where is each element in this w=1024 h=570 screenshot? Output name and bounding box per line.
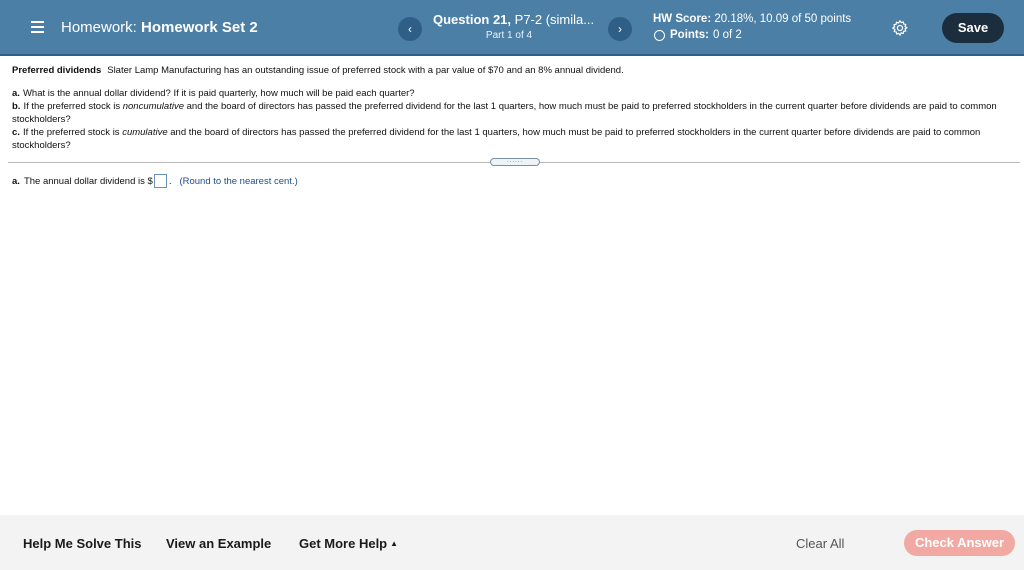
- top-bar: [0, 0, 1024, 56]
- get-more-help-button[interactable]: [299, 536, 398, 551]
- answer-prompt: The annual dollar dividend is $: [23, 175, 153, 187]
- annual-dividend-input[interactable]: [154, 174, 167, 188]
- part-c-label: c.: [12, 127, 20, 138]
- question-title: [433, 12, 594, 27]
- part-b-label: b.: [12, 101, 21, 112]
- save-button[interactable]: Save: [942, 13, 1004, 43]
- part-c-text-after: and the board of directors has passed the preferred dividend for the last 1 quarters, how much must be paid to preferred stockholders in the current quarter before dividends are paid to common stockholders?: [12, 127, 981, 151]
- question-points: [654, 29, 742, 41]
- problem-part-c: [12, 126, 1012, 152]
- problem-statement: [12, 64, 1012, 152]
- divider-drag-handle[interactable]: ......: [490, 158, 540, 166]
- answer-suffix: .: [168, 175, 172, 187]
- hw-score-label: HW Score:: [653, 13, 712, 25]
- check-answer-button[interactable]: Check Answer: [904, 530, 1015, 556]
- question-part: Part 1 of 4: [485, 30, 533, 41]
- homework-title: [61, 19, 258, 36]
- answer-part-label: a.: [12, 175, 20, 187]
- part-a-label: a.: [12, 88, 20, 99]
- homework-name: Homework Set 2: [141, 19, 258, 36]
- part-c-emphasis: cumulative: [122, 127, 168, 138]
- problem-intro: [12, 64, 1012, 77]
- homework-prefix: Homework:: [61, 19, 137, 36]
- previous-question-button[interactable]: ‹: [398, 17, 422, 41]
- part-b-text-after: and the board of directors has passed the preferred dividend for the last 1 quarters, how much must be paid to preferred stockholders in the current quarter before dividends are paid to common stockholders?: [12, 101, 997, 125]
- problem-intro-text: Slater Lamp Manufacturing has an outstanding issue of preferred stock with a par value of $70 and an 8% annual dividend.: [107, 65, 624, 76]
- part-a-text: What is the annual dollar dividend? If it is paid quarterly, how much will be paid each quarter?: [22, 88, 415, 99]
- points-value: 0 of 2: [712, 29, 742, 41]
- get-more-help-label: Get More Help: [299, 536, 388, 551]
- problem-part-b: [12, 100, 1012, 126]
- problem-topic: Preferred dividends: [12, 65, 102, 76]
- rounding-hint: (Round to the nearest cent.): [179, 175, 298, 187]
- bottom-bar: [0, 515, 1024, 570]
- caret-up-icon: ▲: [390, 539, 399, 548]
- hw-score: [653, 13, 851, 25]
- question-name: P7-2 (simila...: [511, 12, 595, 27]
- part-b-emphasis: noncumulative: [122, 101, 184, 112]
- part-c-text-before: If the preferred stock is: [22, 127, 123, 138]
- answer-line: [12, 174, 298, 188]
- next-question-button[interactable]: ›: [608, 17, 632, 41]
- settings-gear-icon[interactable]: [891, 19, 909, 37]
- part-b-text-before: If the preferred stock is: [23, 101, 123, 112]
- question-number: Question 21,: [433, 12, 512, 27]
- view-example-button[interactable]: View an Example: [166, 536, 272, 551]
- clear-all-button[interactable]: Clear All: [796, 536, 845, 551]
- help-me-solve-button[interactable]: Help Me Solve This: [23, 536, 142, 551]
- hw-score-value: 20.18%, 10.09 of 50 points: [711, 13, 852, 25]
- hamburger-menu-icon[interactable]: [31, 21, 44, 34]
- problem-part-a: [12, 87, 1012, 100]
- points-label: Points:: [670, 29, 709, 41]
- points-status-icon: [654, 30, 665, 41]
